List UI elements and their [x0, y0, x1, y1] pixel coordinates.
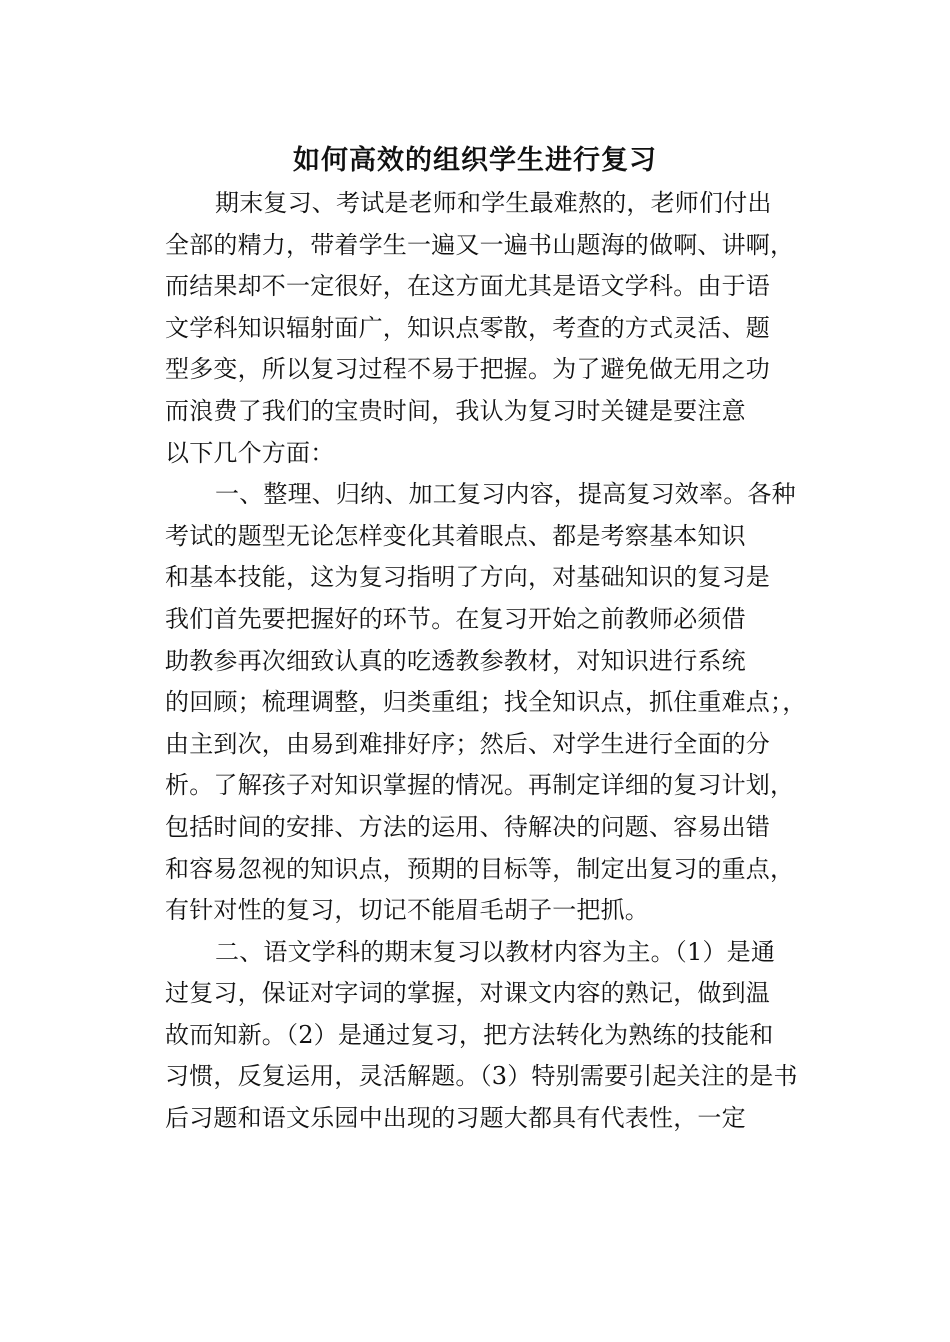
paragraph-3-line-3: 故而知新。（2）是通过复习，把方法转化为熟练的技能和 — [165, 1020, 774, 1049]
paragraph-2-line-10: 和容易忽视的知识点，预期的目标等，制定出复习的重点， — [165, 854, 795, 883]
paragraph-1-line-7: 以下几个方面： — [165, 438, 335, 467]
paragraph-1-line-2: 全部的精力，带着学生一遍又一遍书山题海的做啊、讲啊， — [165, 230, 795, 259]
paragraph-1-line-1: 期末复习、考试是老师和学生最难熬的，老师们付出 — [215, 189, 772, 217]
paragraph-1-line-5: 型多变，所以复习过程不易于把握。为了避免做无用之功 — [165, 355, 770, 384]
paragraph-2-line-5: 助教参再次细致认真的吃透教参教材，对知识进行系统 — [165, 646, 746, 675]
paragraph-2-line-6: 的回顾；梳理调整，归类重组；找全知识点，抓住重难点；， — [165, 688, 807, 717]
paragraph-2-line-1: 一、整理、归纳、加工复习内容，提高复习效率。各种 — [215, 480, 796, 509]
paragraph-2-line-3: 和基本技能，这为复习指明了方向，对基础知识的复习是 — [165, 563, 770, 592]
paragraph-2-line-8: 析。了解孩子对知识掌握的情况。再制定详细的复习计划， — [165, 771, 795, 800]
paragraph-1-line-3: 而结果却不一定很好，在这方面尤其是语文学科。由于语 — [165, 272, 770, 301]
paragraph-3-line-2: 过复习，保证对字词的掌握，对课文内容的熟记，做到温 — [165, 979, 770, 1008]
document-title: 如何高效的组织学生进行复习 — [293, 145, 657, 176]
paragraph-1-line-6: 而浪费了我们的宝贵时间，我认为复习时关键是要注意 — [165, 396, 746, 425]
paragraph-1-line-4: 文学科知识辐射面广，知识点零散，考查的方式灵活、题 — [165, 313, 770, 342]
paragraph-3-line-1: 二、语文学科的期末复习以教材内容为主。（1）是通 — [215, 937, 776, 966]
paragraph-2-line-9: 包括时间的安排、方法的运用、待解决的问题、容易出错 — [165, 812, 770, 841]
paragraph-2-line-4: 我们首先要把握好的环节。在复习开始之前教师必须借 — [165, 604, 746, 633]
paragraph-2-line-2: 考试的题型无论怎样变化其着眼点、都是考察基本知识 — [165, 521, 746, 550]
paragraph-2-line-11: 有针对性的复习，切记不能眉毛胡子一把抓。 — [165, 896, 649, 925]
paragraph-2-line-7: 由主到次，由易到难排好序；然后、对学生进行全面的分 — [165, 729, 770, 758]
paragraph-3-line-4: 习惯，反复运用，灵活解题。（3）特别需要引起关注的是书 — [165, 1062, 798, 1091]
document-body — [165, 183, 805, 1140]
paragraph-3-line-5: 后习题和语文乐园中出现的习题大都具有代表性，一定 — [165, 1104, 746, 1133]
